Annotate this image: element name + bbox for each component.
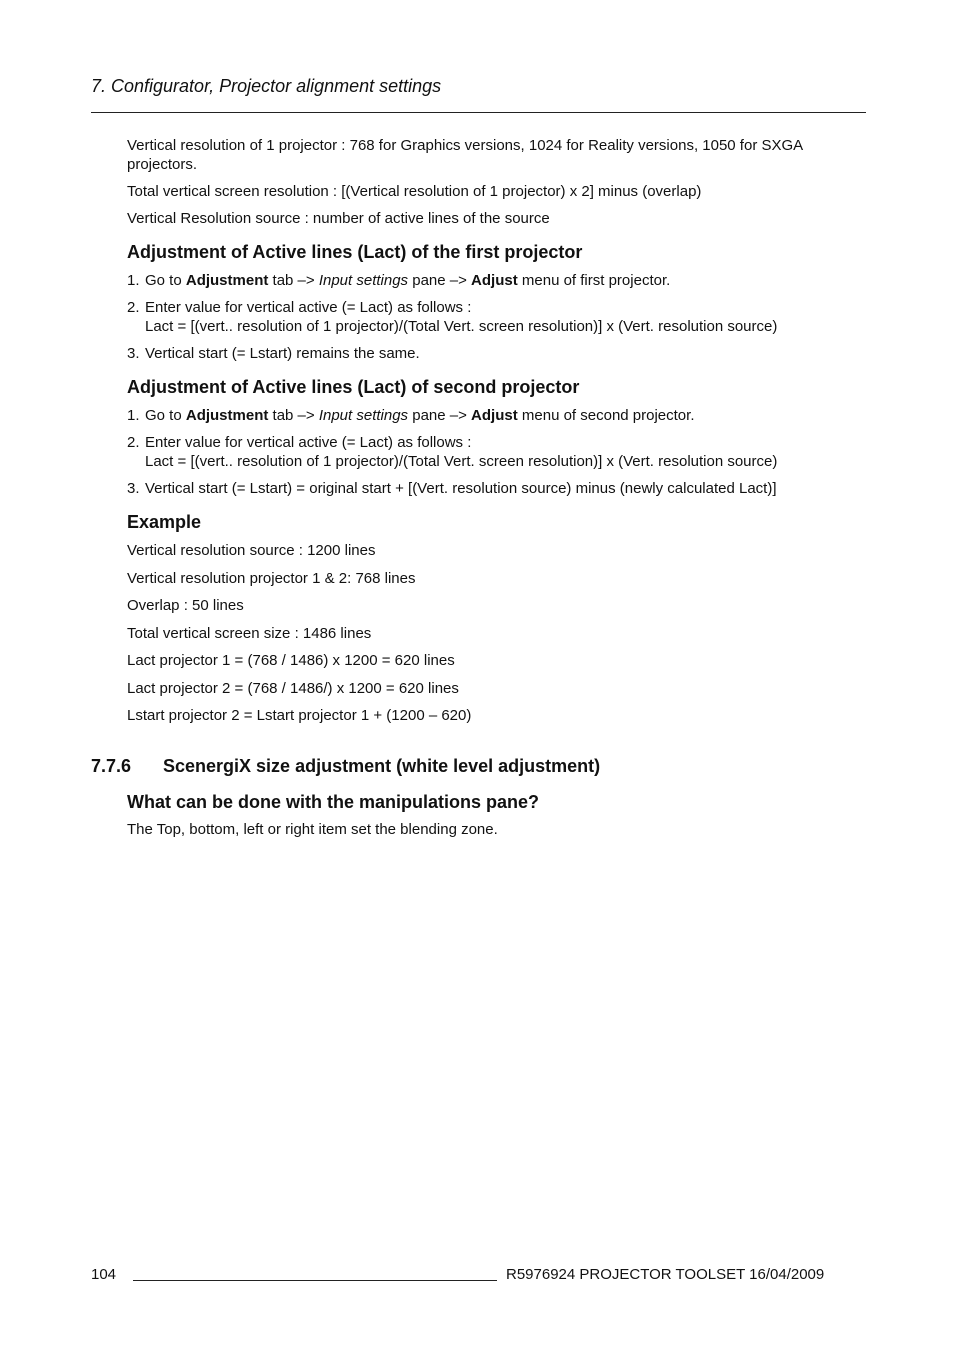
step-item <box>127 406 867 425</box>
heading-example: Example <box>127 512 202 532</box>
heading-first-projector: Adjustment of Active lines (Lact) of the first projector <box>127 242 583 262</box>
subsection-heading: What can be done with the manipulations pane? <box>127 792 540 812</box>
example-line: Vertical resolution projector 1 & 2: 768 lines <box>127 569 416 587</box>
step-number: 2. <box>127 299 140 316</box>
example-line: Vertical resolution source : 1200 lines <box>127 542 376 559</box>
example-line: Overlap : 50 lines <box>127 597 244 614</box>
footer-document-info: R5976924 PROJECTOR TOOLSET 16/04/2009 <box>506 1266 825 1283</box>
step-text: tab –> <box>268 272 319 289</box>
step-bold-tab: Adjustment <box>185 272 269 289</box>
step-number: 3. <box>127 480 140 497</box>
step-bold-menu: Adjust <box>471 407 518 424</box>
intro-paragraph: Vertical resolution of 1 projector : 768 for Graphics versions, 1024 for Reality versions, 1050 for SXGA projectors. <box>127 137 803 173</box>
example-line: Lact projector 1 = (768 / 1486) x 1200 = 620 lines <box>127 652 455 669</box>
section-number: 7.7.6 <box>91 756 132 776</box>
example-line: Total vertical screen size : 1486 lines <box>127 624 372 642</box>
step-item <box>127 433 867 471</box>
step-item <box>127 479 867 498</box>
step-text: pane –> <box>408 407 472 424</box>
step-text: Enter value for vertical active (= Lact) as follows : <box>145 434 472 451</box>
steps-second-projector <box>127 406 867 498</box>
step-item <box>127 344 867 363</box>
main-content <box>127 136 867 734</box>
step-item <box>127 298 867 336</box>
footer-divider <box>133 1280 497 1281</box>
step-number: 1. <box>127 272 140 289</box>
subsection-text: The Top, bottom, left or right item set the blending zone. <box>127 821 498 838</box>
intro-paragraph: Vertical Resolution source : number of active lines of the source <box>127 210 550 227</box>
step-text: menu of first projector. <box>517 272 671 289</box>
section-title: ScenergiX size adjustment (white level adjustment) <box>163 756 601 776</box>
step-number: 1. <box>127 407 140 424</box>
heading-second-projector: Adjustment of Active lines (Lact) of second projector <box>127 377 580 397</box>
step-italic-pane: Input settings <box>318 407 409 424</box>
steps-first-projector <box>127 271 867 363</box>
step-bold-menu: Adjust <box>471 272 518 289</box>
step-text: Go to <box>145 272 186 289</box>
step-text: Vertical start (= Lstart) = original start + [(Vert. resolution source) minus (newly calculated Lact)] <box>145 480 777 497</box>
step-formula: Lact = [(vert.. resolution of 1 projector)/(Total Vert. screen resolution)] x (Vert. resolution source) <box>145 453 778 470</box>
page-header-title: 7. Configurator, Projector alignment settings <box>91 76 442 96</box>
section-heading <box>91 756 600 777</box>
header-divider <box>91 112 866 113</box>
intro-paragraph: Total vertical screen resolution : [(Vertical resolution of 1 projector) x 2] minus (overlap) <box>127 183 702 200</box>
step-italic-pane: Input settings <box>318 272 409 289</box>
step-text: tab –> <box>268 407 319 424</box>
step-bold-tab: Adjustment <box>185 407 269 424</box>
example-list <box>127 541 867 725</box>
example-line: Lstart projector 2 = Lstart projector 1 + (1200 – 620) <box>127 707 472 724</box>
step-text: Go to <box>145 407 186 424</box>
step-item <box>127 271 867 290</box>
step-text: pane –> <box>408 272 472 289</box>
example-line: Lact projector 2 = (768 / 1486/) x 1200 = 620 lines <box>127 679 459 697</box>
step-text: menu of second projector. <box>517 407 695 424</box>
step-text: Vertical start (= Lstart) remains the same. <box>145 345 420 362</box>
page-number: 104 <box>91 1266 117 1283</box>
step-number: 2. <box>127 434 140 451</box>
step-formula: Lact = [(vert.. resolution of 1 projector)/(Total Vert. screen resolution)] x (Vert. resolution source) <box>145 318 778 335</box>
step-number: 3. <box>127 345 140 362</box>
step-text: Enter value for vertical active (= Lact) as follows : <box>145 299 472 316</box>
